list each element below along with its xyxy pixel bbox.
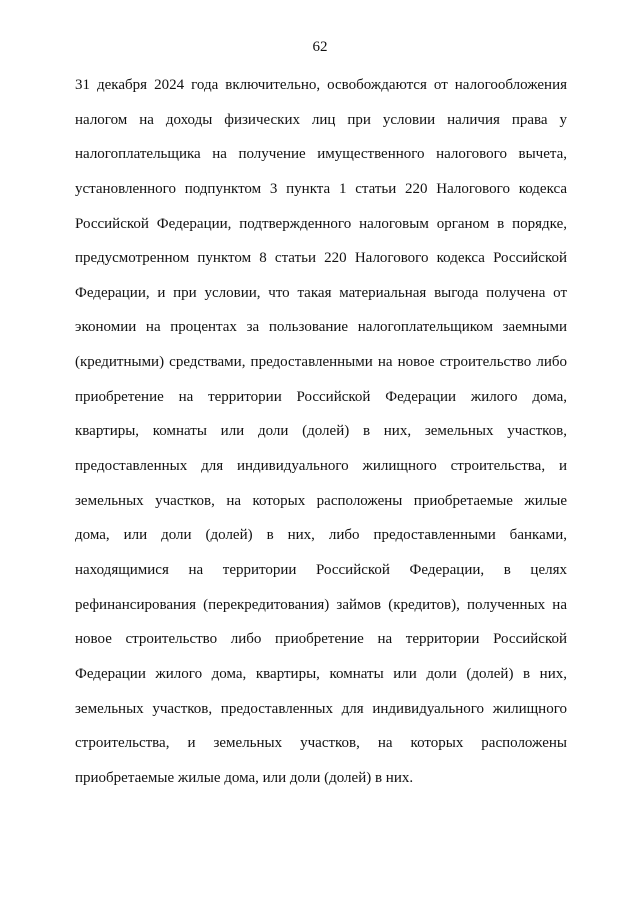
text-line: налогоплательщика на получение имущественного налогового вычета, xyxy=(75,146,567,163)
text-line: квартиры, комнаты или доли (долей) в них, земельных участков, xyxy=(75,423,567,440)
text-line: 31 декабря 2024 года включительно, освобождаются от налогообложения xyxy=(75,77,567,93)
body-paragraph xyxy=(75,74,567,801)
text-line-last: приобретаемые жилые дома, или доли (долей) в них. xyxy=(75,769,414,786)
text-line: налогом на доходы физических лиц при условии наличия права у xyxy=(75,111,567,128)
page-number: 62 xyxy=(312,39,328,55)
text-line: строительства, и земельных участков, на которых расположены xyxy=(75,735,567,752)
text-line: предоставленных для индивидуального жилищного строительства, и xyxy=(75,458,567,475)
text-line: рефинансирования (перекредитования) займов (кредитов), полученных на xyxy=(75,596,567,613)
text-line: находящимися на территории Российской Федерации, в целях xyxy=(75,561,567,578)
text-line: новое строительство либо приобретение на территории Российской xyxy=(75,631,567,648)
text-line: земельных участков, предоставленных для индивидуального жилищного xyxy=(75,700,567,717)
text-line: Федерации, и при условии, что такая материальная выгода получена от xyxy=(75,284,567,301)
text-line: предусмотренном пунктом 8 статьи 220 Налогового кодекса Российской xyxy=(75,250,567,267)
text-line: (кредитными) средствами, предоставленными на новое строительство либо xyxy=(75,354,567,371)
text-line: дома, или доли (долей) в них, либо предоставленными банками, xyxy=(75,527,567,544)
text-line: земельных участков, на которых расположены приобретаемые жилые xyxy=(75,492,567,509)
text-line: установленного подпунктом 3 пункта 1 статьи 220 Налогового кодекса xyxy=(75,180,567,197)
text-line: приобретение на территории Российской Федерации жилого дома, xyxy=(75,388,567,405)
text-line: Российской Федерации, подтвержденного налоговым органом в порядке, xyxy=(75,215,567,232)
text-line: экономии на процентах за пользование налогоплательщиком заемными xyxy=(75,319,567,336)
text-line: Федерации жилого дома, квартиры, комнаты или доли (долей) в них, xyxy=(75,665,567,682)
